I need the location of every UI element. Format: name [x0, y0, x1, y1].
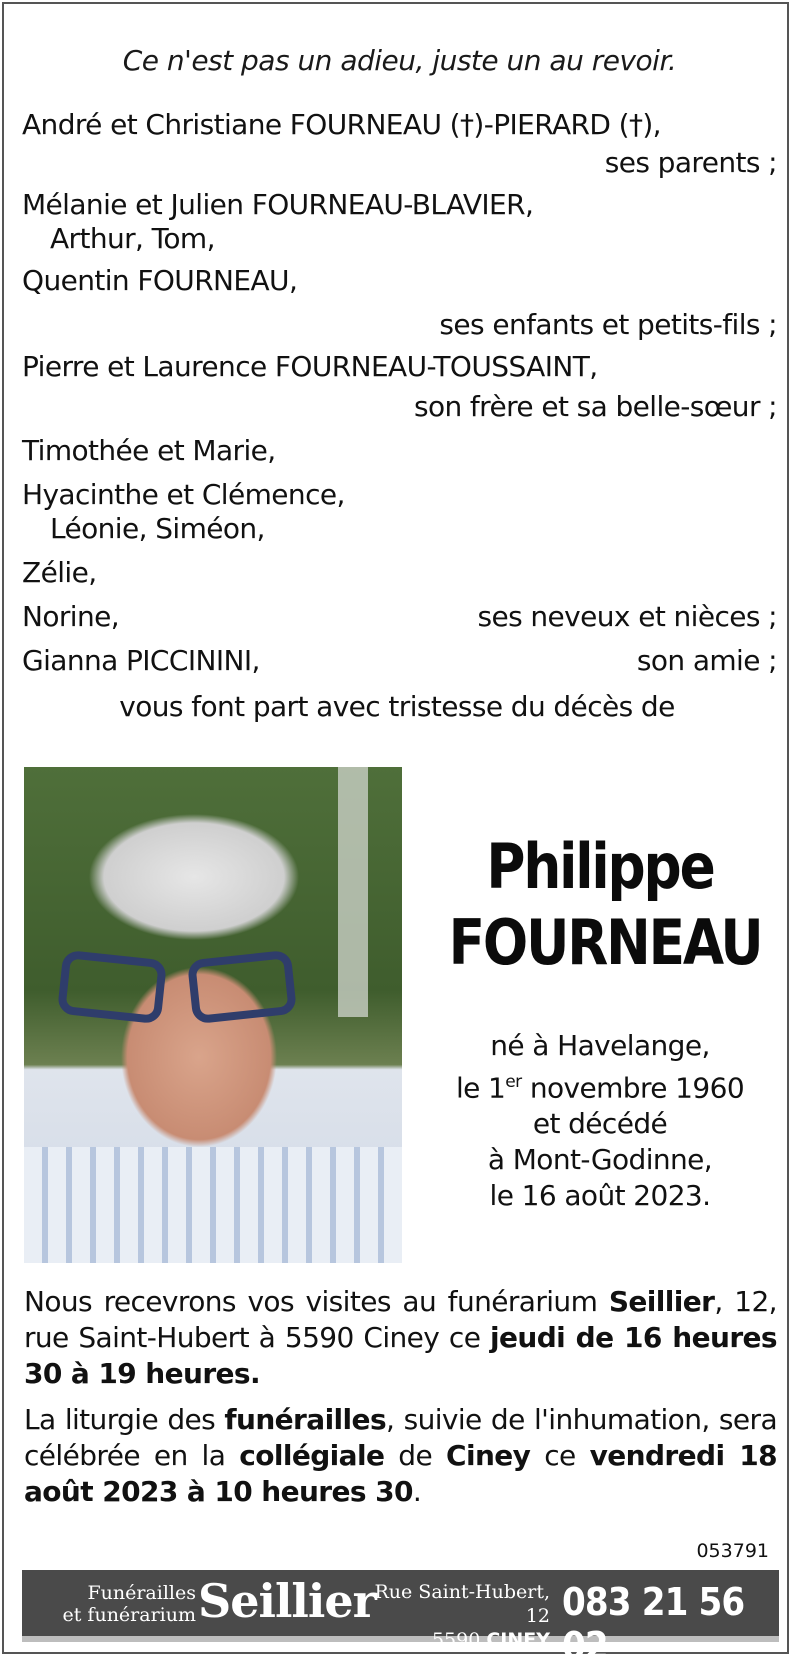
banner-address: Rue Saint-Hubert, 12 5590 CINEY	[374, 1581, 550, 1651]
announcement: vous font part avec tristesse du décès de	[119, 690, 675, 723]
deceased-first-name: Philippe	[486, 830, 714, 903]
deceased-last-name: FOURNEAU	[448, 906, 762, 979]
child-1: Mélanie et Julien FOURNEAU-BLAVIER,	[22, 188, 534, 221]
children-role: ses enfants et petits-fils ;	[439, 308, 777, 341]
parents-names: André et Christiane FOURNEAU (†)-PIERARD (†),	[22, 108, 661, 141]
died-place: à Mont-Godinne,	[487, 1143, 713, 1177]
visits-paragraph: Nous recevrons vos visites au funérarium Seillier, 12, rue Saint-Hubert à 5590 Ciney ce jeudi de 16 heures 30 à 19 heures.	[24, 1285, 777, 1390]
born-date: le 1er novembre 1960	[455, 1071, 745, 1105]
sibling-role: son frère et sa belle-sœur ;	[413, 390, 777, 423]
photo-shirt	[24, 1147, 402, 1263]
nephew-2-children: Léonie, Siméon,	[50, 512, 265, 545]
banner-brand: Seillier	[198, 1574, 376, 1628]
obituary-frame	[2, 2, 789, 1668]
banner-services: Funérailles et funérarium	[62, 1582, 196, 1626]
funeral-home-banner	[22, 1570, 779, 1668]
sibling: Pierre et Laurence FOURNEAU-TOUSSAINT,	[22, 350, 598, 383]
deceased-photo	[24, 767, 402, 1263]
photo-glasses-left	[57, 950, 167, 1025]
life-dates	[434, 1028, 766, 1214]
photo-background-pillar	[338, 767, 368, 1017]
nephew-4: Norine,	[22, 600, 120, 633]
nephew-3: Zélie,	[22, 556, 97, 589]
grandsons: Arthur, Tom,	[50, 222, 215, 255]
friend: Gianna PICCININI,	[22, 644, 260, 677]
friend-role: son amie ;	[636, 644, 777, 677]
nephew-2: Hyacinthe et Clémence,	[22, 478, 345, 511]
died-date: le 16 août 2023.	[489, 1179, 711, 1213]
child-2: Quentin FOURNEAU,	[22, 264, 298, 297]
banner-phone: 083 21 56 02	[562, 1580, 745, 1668]
liturgy-paragraph: La liturgie des funérailles, suivie de l'inhumation, sera célébrée en la collégiale de Ciney ce vendredi 18 août 2023 à 10 heures 30.	[24, 1403, 778, 1508]
nephew-1: Timothée et Marie,	[22, 434, 276, 467]
epigraph: Ce n'est pas un adieu, juste un au revoir.	[122, 44, 677, 77]
nephews-role: ses neveux et nièces ;	[477, 600, 777, 633]
died-label: et décédé	[532, 1107, 668, 1141]
born-place: né à Havelange,	[490, 1029, 710, 1062]
reference-number: 053791	[696, 1540, 769, 1562]
parents-role: ses parents ;	[604, 146, 777, 179]
photo-glasses-right	[187, 950, 297, 1025]
